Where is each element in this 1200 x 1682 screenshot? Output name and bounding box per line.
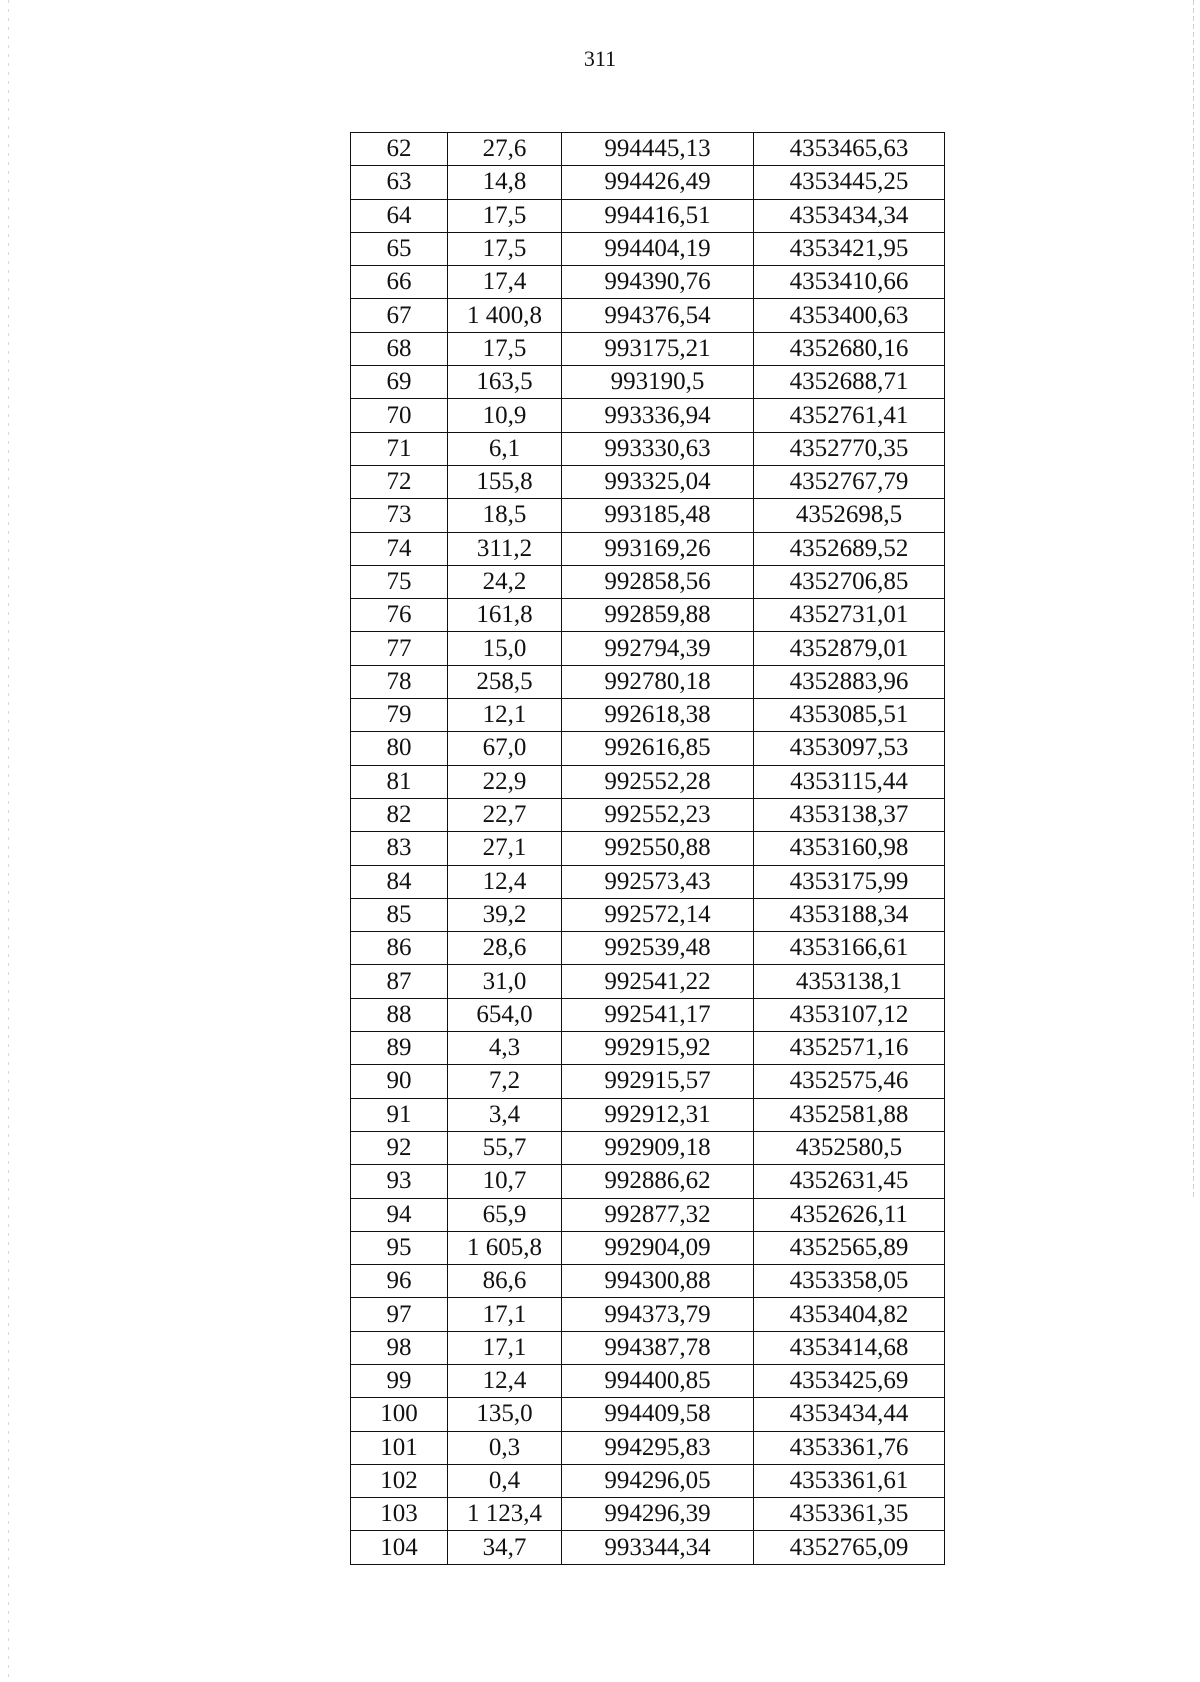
page-number: 311 (583, 46, 617, 71)
point-number-cell: 93 (351, 1165, 448, 1198)
x-coordinate-cell: 994295,83 (562, 1431, 754, 1464)
table-row (351, 299, 945, 332)
y-coordinate-cell: 4352626,11 (754, 1198, 945, 1231)
y-coordinate-cell: 4353115,44 (754, 765, 945, 798)
y-coordinate-cell: 4352571,16 (754, 1032, 945, 1065)
length-cell: 67,0 (448, 732, 562, 765)
table-row (351, 1198, 945, 1231)
length-cell: 34,7 (448, 1531, 562, 1564)
x-coordinate-cell: 993344,34 (562, 1531, 754, 1564)
y-coordinate-cell: 4353425,69 (754, 1364, 945, 1397)
table-row (351, 1364, 945, 1397)
point-number-cell: 75 (351, 565, 448, 598)
point-number-cell: 101 (351, 1431, 448, 1464)
length-cell: 12,4 (448, 1364, 562, 1397)
table-row (351, 1431, 945, 1464)
y-coordinate-cell: 4353358,05 (754, 1265, 945, 1298)
x-coordinate-cell: 992552,28 (562, 765, 754, 798)
y-coordinate-cell: 4352565,89 (754, 1231, 945, 1264)
x-coordinate-cell: 994400,85 (562, 1364, 754, 1397)
coordinates-table-container (350, 132, 945, 1565)
x-coordinate-cell: 992904,09 (562, 1231, 754, 1264)
y-coordinate-cell: 4352767,79 (754, 465, 945, 498)
length-cell: 22,7 (448, 798, 562, 831)
length-cell: 65,9 (448, 1198, 562, 1231)
y-coordinate-cell: 4352575,46 (754, 1065, 945, 1098)
point-number-cell: 82 (351, 798, 448, 831)
point-number-cell: 91 (351, 1098, 448, 1131)
point-number-cell: 98 (351, 1331, 448, 1364)
table-row (351, 1331, 945, 1364)
x-coordinate-cell: 992573,43 (562, 865, 754, 898)
x-coordinate-cell: 994426,49 (562, 166, 754, 199)
x-coordinate-cell: 992877,32 (562, 1198, 754, 1231)
point-number-cell: 84 (351, 865, 448, 898)
length-cell: 27,6 (448, 133, 562, 166)
y-coordinate-cell: 4353410,66 (754, 266, 945, 299)
length-cell: 1 123,4 (448, 1498, 562, 1531)
length-cell: 654,0 (448, 998, 562, 1031)
length-cell: 0,3 (448, 1431, 562, 1464)
table-row (351, 798, 945, 831)
table-row (351, 1498, 945, 1531)
x-coordinate-cell: 992616,85 (562, 732, 754, 765)
x-coordinate-cell: 994296,39 (562, 1498, 754, 1531)
point-number-cell: 104 (351, 1531, 448, 1564)
y-coordinate-cell: 4353414,68 (754, 1331, 945, 1364)
y-coordinate-cell: 4352631,45 (754, 1165, 945, 1198)
table-row (351, 1131, 945, 1164)
x-coordinate-cell: 992552,23 (562, 798, 754, 831)
length-cell: 17,4 (448, 266, 562, 299)
table-row (351, 1531, 945, 1564)
y-coordinate-cell: 4353400,63 (754, 299, 945, 332)
x-coordinate-cell: 993336,94 (562, 399, 754, 432)
table-row (351, 366, 945, 399)
table-row (351, 232, 945, 265)
x-coordinate-cell: 992886,62 (562, 1165, 754, 1198)
x-coordinate-cell: 992539,48 (562, 932, 754, 965)
length-cell: 0,4 (448, 1464, 562, 1497)
point-number-cell: 85 (351, 898, 448, 931)
length-cell: 18,5 (448, 499, 562, 532)
length-cell: 4,3 (448, 1032, 562, 1065)
length-cell: 161,8 (448, 599, 562, 632)
table-row (351, 665, 945, 698)
point-number-cell: 62 (351, 133, 448, 166)
point-number-cell: 96 (351, 1265, 448, 1298)
table-row (351, 865, 945, 898)
length-cell: 311,2 (448, 532, 562, 565)
table-row (351, 699, 945, 732)
x-coordinate-cell: 994445,13 (562, 133, 754, 166)
scan-edge-left (8, 0, 9, 1682)
table-row (351, 399, 945, 432)
length-cell: 12,4 (448, 865, 562, 898)
length-cell: 258,5 (448, 665, 562, 698)
y-coordinate-cell: 4352770,35 (754, 432, 945, 465)
y-coordinate-cell: 4353175,99 (754, 865, 945, 898)
x-coordinate-cell: 993325,04 (562, 465, 754, 498)
x-coordinate-cell: 992541,22 (562, 965, 754, 998)
length-cell: 86,6 (448, 1265, 562, 1298)
point-number-cell: 94 (351, 1198, 448, 1231)
length-cell: 17,1 (448, 1331, 562, 1364)
table-row (351, 565, 945, 598)
length-cell: 12,1 (448, 699, 562, 732)
length-cell: 17,5 (448, 332, 562, 365)
table-row (351, 1065, 945, 1098)
length-cell: 7,2 (448, 1065, 562, 1098)
length-cell: 155,8 (448, 465, 562, 498)
y-coordinate-cell: 4352580,5 (754, 1131, 945, 1164)
table-row (351, 965, 945, 998)
point-number-cell: 89 (351, 1032, 448, 1065)
point-number-cell: 88 (351, 998, 448, 1031)
point-number-cell: 63 (351, 166, 448, 199)
length-cell: 24,2 (448, 565, 562, 598)
x-coordinate-cell: 994373,79 (562, 1298, 754, 1331)
table-row (351, 465, 945, 498)
point-number-cell: 95 (351, 1231, 448, 1264)
y-coordinate-cell: 4352879,01 (754, 632, 945, 665)
length-cell: 31,0 (448, 965, 562, 998)
point-number-cell: 86 (351, 932, 448, 965)
x-coordinate-cell: 992572,14 (562, 898, 754, 931)
y-coordinate-cell: 4353404,82 (754, 1298, 945, 1331)
point-number-cell: 80 (351, 732, 448, 765)
table-row (351, 765, 945, 798)
x-coordinate-cell: 994376,54 (562, 299, 754, 332)
length-cell: 1 605,8 (448, 1231, 562, 1264)
x-coordinate-cell: 992915,57 (562, 1065, 754, 1098)
x-coordinate-cell: 994300,88 (562, 1265, 754, 1298)
x-coordinate-cell: 993175,21 (562, 332, 754, 365)
point-number-cell: 74 (351, 532, 448, 565)
coordinates-table (350, 132, 945, 1565)
point-number-cell: 65 (351, 232, 448, 265)
point-number-cell: 100 (351, 1398, 448, 1431)
point-number-cell: 78 (351, 665, 448, 698)
point-number-cell: 83 (351, 832, 448, 865)
length-cell: 10,7 (448, 1165, 562, 1198)
point-number-cell: 68 (351, 332, 448, 365)
x-coordinate-cell: 993330,63 (562, 432, 754, 465)
y-coordinate-cell: 4353361,76 (754, 1431, 945, 1464)
point-number-cell: 92 (351, 1131, 448, 1164)
point-number-cell: 99 (351, 1364, 448, 1397)
x-coordinate-cell: 992915,92 (562, 1032, 754, 1065)
x-coordinate-cell: 992780,18 (562, 665, 754, 698)
x-coordinate-cell: 993190,5 (562, 366, 754, 399)
y-coordinate-cell: 4352581,88 (754, 1098, 945, 1131)
table-row (351, 332, 945, 365)
y-coordinate-cell: 4352731,01 (754, 599, 945, 632)
length-cell: 17,1 (448, 1298, 562, 1331)
table-row (351, 599, 945, 632)
table-row (351, 832, 945, 865)
x-coordinate-cell: 993169,26 (562, 532, 754, 565)
length-cell: 14,8 (448, 166, 562, 199)
point-number-cell: 97 (351, 1298, 448, 1331)
y-coordinate-cell: 4352765,09 (754, 1531, 945, 1564)
table-row (351, 1464, 945, 1497)
x-coordinate-cell: 992912,31 (562, 1098, 754, 1131)
y-coordinate-cell: 4353160,98 (754, 832, 945, 865)
y-coordinate-cell: 4353434,44 (754, 1398, 945, 1431)
length-cell: 27,1 (448, 832, 562, 865)
length-cell: 39,2 (448, 898, 562, 931)
length-cell: 10,9 (448, 399, 562, 432)
x-coordinate-cell: 993185,48 (562, 499, 754, 532)
table-row (351, 1032, 945, 1065)
y-coordinate-cell: 4352883,96 (754, 665, 945, 698)
table-row (351, 1265, 945, 1298)
table-row (351, 632, 945, 665)
x-coordinate-cell: 994296,05 (562, 1464, 754, 1497)
length-cell: 15,0 (448, 632, 562, 665)
length-cell: 55,7 (448, 1131, 562, 1164)
table-row (351, 1098, 945, 1131)
y-coordinate-cell: 4353138,37 (754, 798, 945, 831)
table-row (351, 1398, 945, 1431)
x-coordinate-cell: 994409,58 (562, 1398, 754, 1431)
y-coordinate-cell: 4353361,61 (754, 1464, 945, 1497)
x-coordinate-cell: 994390,76 (562, 266, 754, 299)
y-coordinate-cell: 4352680,16 (754, 332, 945, 365)
y-coordinate-cell: 4353361,35 (754, 1498, 945, 1531)
table-row (351, 998, 945, 1031)
x-coordinate-cell: 992550,88 (562, 832, 754, 865)
y-coordinate-cell: 4352689,52 (754, 532, 945, 565)
table-body (351, 133, 945, 1565)
point-number-cell: 71 (351, 432, 448, 465)
y-coordinate-cell: 4353166,61 (754, 932, 945, 965)
point-number-cell: 90 (351, 1065, 448, 1098)
length-cell: 135,0 (448, 1398, 562, 1431)
y-coordinate-cell: 4352761,41 (754, 399, 945, 432)
y-coordinate-cell: 4353097,53 (754, 732, 945, 765)
y-coordinate-cell: 4353434,34 (754, 199, 945, 232)
point-number-cell: 67 (351, 299, 448, 332)
point-number-cell: 77 (351, 632, 448, 665)
x-coordinate-cell: 992859,88 (562, 599, 754, 632)
table-row (351, 898, 945, 931)
point-number-cell: 76 (351, 599, 448, 632)
point-number-cell: 69 (351, 366, 448, 399)
length-cell: 17,5 (448, 232, 562, 265)
table-row (351, 1231, 945, 1264)
y-coordinate-cell: 4353445,25 (754, 166, 945, 199)
length-cell: 3,4 (448, 1098, 562, 1131)
point-number-cell: 87 (351, 965, 448, 998)
point-number-cell: 64 (351, 199, 448, 232)
table-row (351, 499, 945, 532)
table-row (351, 133, 945, 166)
y-coordinate-cell: 4353085,51 (754, 699, 945, 732)
table-row (351, 1298, 945, 1331)
y-coordinate-cell: 4352706,85 (754, 565, 945, 598)
x-coordinate-cell: 994404,19 (562, 232, 754, 265)
x-coordinate-cell: 992541,17 (562, 998, 754, 1031)
length-cell: 28,6 (448, 932, 562, 965)
point-number-cell: 72 (351, 465, 448, 498)
length-cell: 1 400,8 (448, 299, 562, 332)
y-coordinate-cell: 4353421,95 (754, 232, 945, 265)
table-row (351, 1165, 945, 1198)
point-number-cell: 102 (351, 1464, 448, 1497)
point-number-cell: 79 (351, 699, 448, 732)
point-number-cell: 103 (351, 1498, 448, 1531)
table-row (351, 266, 945, 299)
table-row (351, 199, 945, 232)
point-number-cell: 81 (351, 765, 448, 798)
length-cell: 163,5 (448, 366, 562, 399)
point-number-cell: 73 (351, 499, 448, 532)
y-coordinate-cell: 4352688,71 (754, 366, 945, 399)
table-row (351, 532, 945, 565)
x-coordinate-cell: 992618,38 (562, 699, 754, 732)
y-coordinate-cell: 4353465,63 (754, 133, 945, 166)
x-coordinate-cell: 992909,18 (562, 1131, 754, 1164)
scan-edge-right (1193, 0, 1194, 1200)
x-coordinate-cell: 992794,39 (562, 632, 754, 665)
x-coordinate-cell: 994416,51 (562, 199, 754, 232)
y-coordinate-cell: 4353188,34 (754, 898, 945, 931)
x-coordinate-cell: 992858,56 (562, 565, 754, 598)
table-row (351, 932, 945, 965)
y-coordinate-cell: 4352698,5 (754, 499, 945, 532)
point-number-cell: 70 (351, 399, 448, 432)
length-cell: 6,1 (448, 432, 562, 465)
table-row (351, 166, 945, 199)
y-coordinate-cell: 4353138,1 (754, 965, 945, 998)
table-row (351, 432, 945, 465)
table-row (351, 732, 945, 765)
point-number-cell: 66 (351, 266, 448, 299)
x-coordinate-cell: 994387,78 (562, 1331, 754, 1364)
y-coordinate-cell: 4353107,12 (754, 998, 945, 1031)
length-cell: 22,9 (448, 765, 562, 798)
length-cell: 17,5 (448, 199, 562, 232)
